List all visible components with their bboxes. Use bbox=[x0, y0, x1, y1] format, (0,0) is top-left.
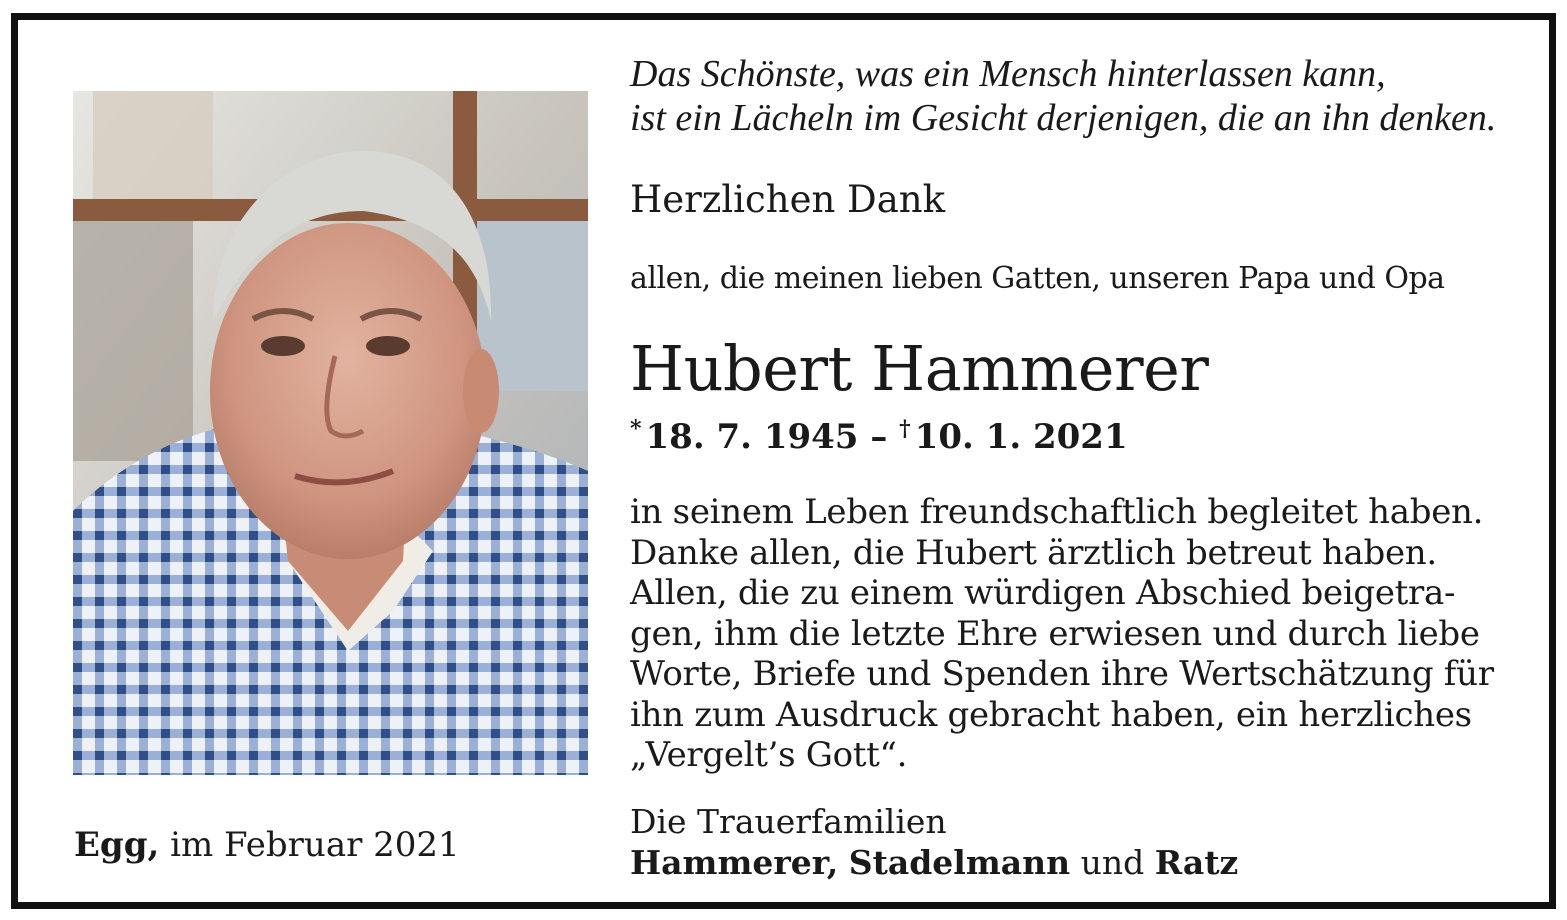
portrait-illustration bbox=[73, 91, 588, 775]
death-symbol: † bbox=[899, 416, 911, 442]
family-name-stadelmann: Stadelmann bbox=[848, 843, 1071, 882]
publication-date: im Februar 2021 bbox=[170, 825, 460, 865]
body-line: in seinem Leben freundschaftlich begleitet haben. bbox=[630, 492, 1484, 532]
birth-symbol: * bbox=[630, 416, 642, 442]
family-name-hammerer: Hammerer, bbox=[630, 843, 839, 882]
thanks-heading: Herzlichen Dank bbox=[630, 178, 946, 221]
dedication-line: allen, die meinen lieben Gatten, unseren Papa und Opa bbox=[630, 261, 1445, 296]
body-line: Allen, die zu einem würdigen Abschied beigetra- bbox=[630, 573, 1456, 613]
body-line: Danke allen, die Hubert ärztlich betreut haben. bbox=[630, 532, 1437, 573]
birth-date: 18. 7. 1945 bbox=[645, 417, 859, 457]
date-separator: – bbox=[870, 417, 888, 457]
thanks-paragraph bbox=[630, 492, 1506, 776]
place-town: Egg, bbox=[74, 825, 160, 865]
obituary-notice bbox=[11, 13, 1556, 909]
deceased-name: Hubert Hammerer bbox=[630, 332, 1209, 405]
death-date: 10. 1. 2021 bbox=[914, 417, 1128, 457]
memorial-quote bbox=[630, 52, 1496, 140]
life-dates bbox=[630, 408, 1128, 458]
mourning-families-label: Die Trauerfamilien bbox=[630, 802, 947, 841]
place-and-date bbox=[74, 825, 460, 865]
family-name-ratz: Ratz bbox=[1154, 843, 1239, 882]
body-line: Worte, Briefe und Spenden ihre Wertschätzung für bbox=[630, 654, 1494, 694]
body-line: „Vergelt’s Gott“. bbox=[630, 735, 908, 775]
quote-line-1: Das Schönste, was ein Mensch hinterlassen kann, bbox=[630, 53, 1386, 95]
quote-line-2: ist ein Lächeln im Gesicht derjenigen, die an ihn denken. bbox=[630, 97, 1497, 139]
family-names bbox=[630, 842, 1238, 884]
body-line: gen, ihm die letzte Ehre erwiesen und durch liebe bbox=[630, 613, 1480, 654]
body-line: ihn zum Ausdruck gebracht haben, ein herzliches bbox=[630, 694, 1472, 735]
portrait-photo bbox=[73, 91, 588, 775]
family-connector: und bbox=[1080, 843, 1145, 882]
